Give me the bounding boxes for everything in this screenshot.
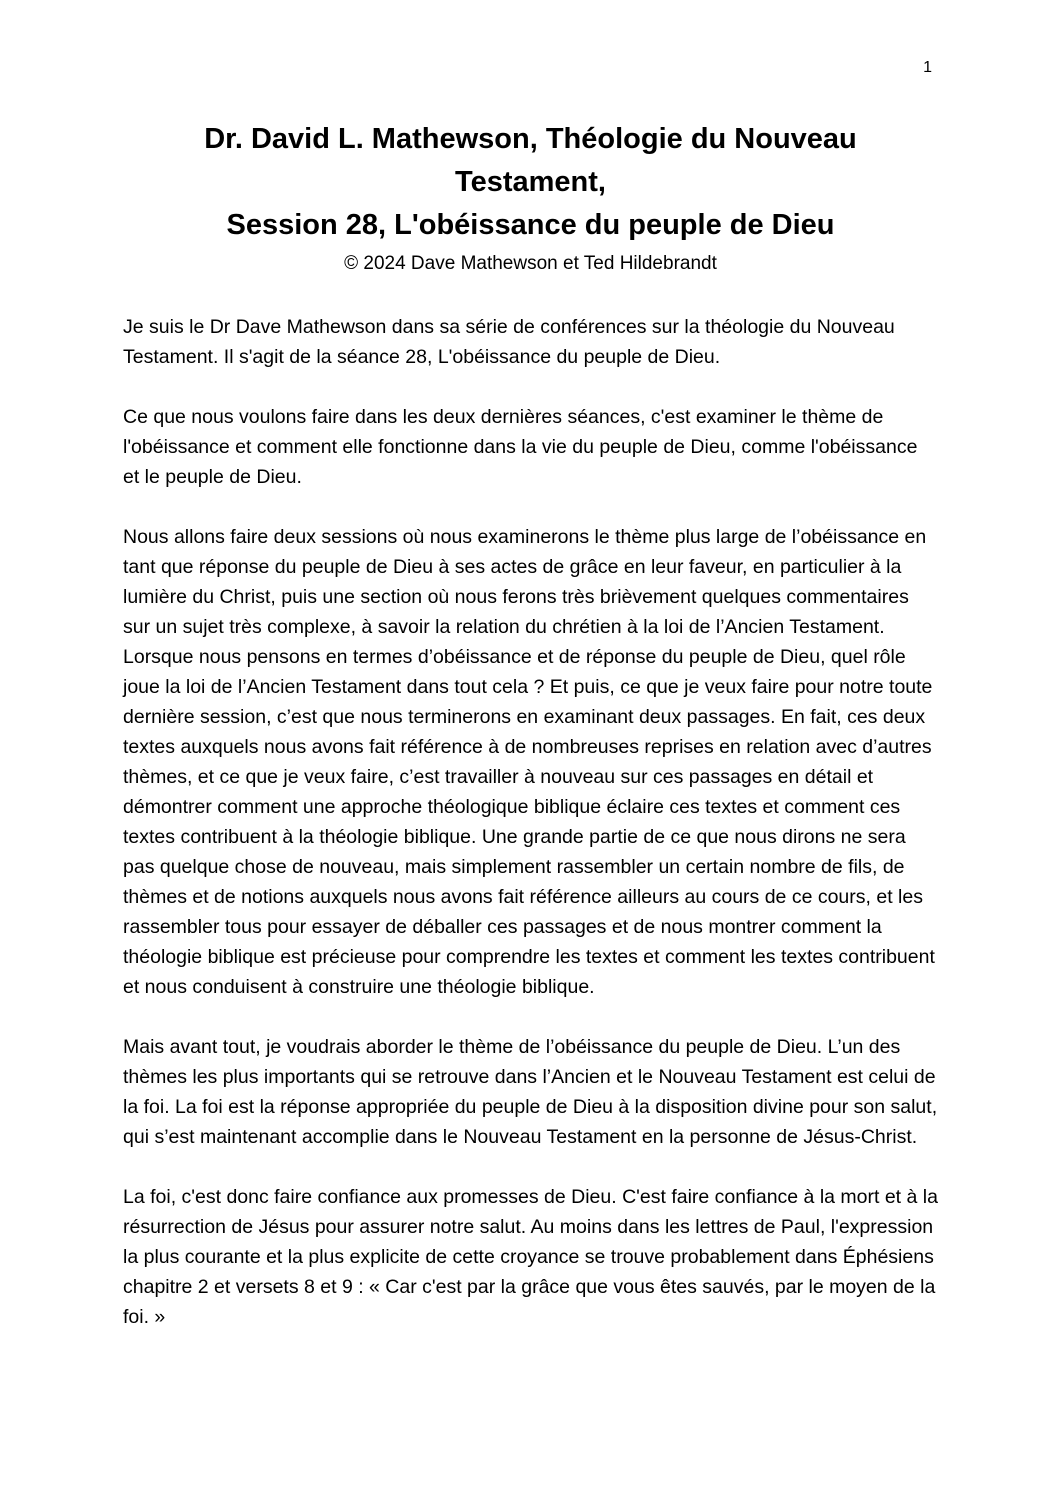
paragraph-1: Je suis le Dr Dave Mathewson dans sa série de conférences sur la théologie du Nouveau Testament. Il s'agit de la séance 28, L'obéissance du peuple de Dieu.: [123, 316, 895, 368]
document-body: [123, 312, 938, 1332]
paragraph-2: Ce que nous voulons faire dans les deux dernières séances, c'est examiner le thème de l'obéissance et comment elle fonctionne dans la vie du peuple de Dieu, comme l'obéissance et le peuple de Dieu.: [123, 406, 918, 488]
page-number: 1: [923, 59, 932, 76]
title-line-2: Session 28, L'obéissance du peuple de Dieu: [226, 209, 835, 241]
paragraph-4: Mais avant tout, je voudrais aborder le thème de l’obéissance du peuple de Dieu. L’un des thèmes les plus importants qui se retrouve dans l’Ancien et le Nouveau Testament est celui de la foi. La foi est la réponse appropriée du peuple de Dieu à la disposition divine pour son salut, qui s’est maintenant accomplie dans le Nouveau Testament en la personne de Jésus-Christ.: [123, 1036, 938, 1148]
document-title: [123, 118, 938, 247]
paragraph-3: Nous allons faire deux sessions où nous examinerons le thème plus large de l’obéissance en tant que réponse du peuple de Dieu à ses actes de grâce en leur faveur, en particulier à la lumière du Christ, puis une section où nous ferons très brièvement quelques commentaires sur un sujet très complexe, à savoir la relation du chrétien à la loi de l’Ancien Testament. Lorsque nous pensons en termes d’obéissance et de réponse du peuple de Dieu, quel rôle joue la loi de l’Ancien Testament dans tout cela ? Et puis, ce que je veux faire pour notre toute dernière session, c’est que nous terminerons en examinant deux passages. En fait, ces deux textes auxquels nous avons fait référence à de nombreuses reprises en relation avec d’autres thèmes, et ce que je veux faire, c’est travailler à nouveau sur ces passages en détail et démontrer comment une approche théologique biblique éclaire ces textes et comment ces textes contribuent à la théologie biblique. Une grande partie de ce que nous dirons ne sera pas quelque chose de nouveau, mais simplement rassembler un certain nombre de fils, de thèmes et de notions auxquels nous avons fait référence ailleurs au cours de ce cours, et les rassembler tous pour essayer de déballer ces passages et de nous montrer comment la théologie biblique est précieuse pour comprendre les textes et comment les textes contribuent et nous conduisent à construire une théologie biblique.: [123, 526, 935, 998]
title-line-1: Dr. David L. Mathewson, Théologie du Nouveau Testament,: [204, 123, 857, 198]
copyright-line: © 2024 Dave Mathewson et Ted Hildebrandt: [344, 253, 717, 274]
paragraph-5: La foi, c'est donc faire confiance aux promesses de Dieu. C'est faire confiance à la mort et à la résurrection de Jésus pour assurer notre salut. Au moins dans les lettres de Paul, l'expression la plus courante et la plus explicite de cette croyance se trouve probablement dans Éphésiens chapitre 2 et versets 8 et 9 : « Car c'est par la grâce que vous êtes sauvés, par le moyen de la foi. »: [123, 1186, 938, 1328]
